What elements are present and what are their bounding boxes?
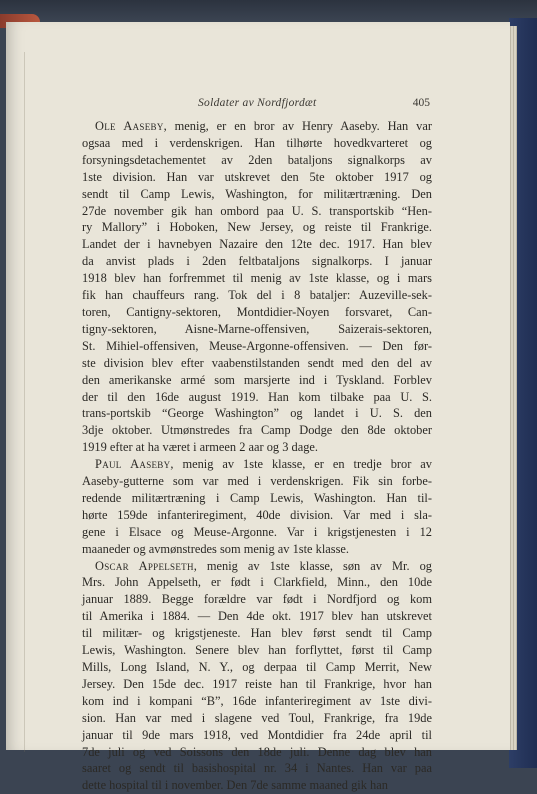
text-line: Paul Aaseby, menig av 1ste klasse, er en tredje bror av xyxy=(95,457,432,472)
text-line: kom ind i kompani “B”, 16de infanteriregiment av 1ste divi- xyxy=(82,693,432,708)
running-head xyxy=(82,97,430,109)
text-line: tigny-sektoren, Aisne-Marne-offensiven, Saizerais-sektoren, xyxy=(82,321,432,336)
text-line: til militær- og krigstjeneste. Han blev først sendt til Camp xyxy=(82,626,432,641)
text-line: ry Mallory” i Hoboken, New Jersey, og reiste til Frankrige. xyxy=(82,220,432,235)
text-line: til Amerika i 1884. — Den 4de okt. 1917 blev han utskrevet xyxy=(82,609,432,624)
paragraph xyxy=(82,456,432,557)
text-line: sendt til Camp Lewis, Washington, for militærtræning. Den xyxy=(82,186,432,201)
text-line: Jersey. Den 15de dec. 1917 reiste han til Frankrige, hvor han xyxy=(82,676,432,691)
text-line: 27de november gik han ombord paa U. S. transportskib “Hen- xyxy=(82,203,432,218)
text-line: januar til 9de mars 1918, ved Montdidier fra 24de april til xyxy=(82,727,432,742)
text-line: Aaseby-gutterne som var med i verdenskrigen. Fik sin forbe- xyxy=(82,474,432,489)
body-text xyxy=(82,118,432,794)
text-line: forsyningsdetachementet av 2den bataljons signalkorps av xyxy=(82,152,432,167)
soldier-name: Paul Aaseby xyxy=(95,457,171,472)
text-line: Lewis, Washington. Senere blev han forflyttet, først til Camp xyxy=(82,643,432,658)
text-line: fik han chauffeurs rang. Tok del i 8 bataljer: Auzeville-sek- xyxy=(82,288,432,303)
text-line: saaret og sendt til basishospital nr. 34 i Nantes. Han var paa xyxy=(82,761,432,776)
soldier-name: Ole Aaseby xyxy=(95,119,164,133)
text-line: Mills, Long Island, N. Y., og derpaa til Camp Merrit, New xyxy=(82,660,432,674)
text-line: toren, Cantigny-sektoren, Montdidier-Noyen forsvaret, Can- xyxy=(82,304,432,319)
text-line: St. Mihiel-offensiven, Meuse-Argonne-offensiven. — Den før- xyxy=(82,338,432,353)
running-title: Soldater av Nordfjordæt xyxy=(198,97,317,109)
text-line: januar 1889. Begge forældre var født i Nordfjord og kom xyxy=(82,592,432,607)
text-line: dette hospital til i november. Den 7de samme maaned gik han xyxy=(82,778,388,793)
text-line: Ole Aaseby, menig, er en bror av Henry Aaseby. Han var xyxy=(95,119,432,133)
soldier-name: Oscar Appelseth xyxy=(95,558,194,573)
text-line: redende militærtræning i Camp Lewis, Washington. Han til- xyxy=(82,490,432,505)
gutter-shadow xyxy=(24,52,25,752)
text-line: der til den 16de august 1919. Han kom tilbake paa U. S. xyxy=(82,389,432,404)
paragraph xyxy=(82,118,432,456)
page-number: 405 xyxy=(412,97,430,109)
text-line: trans-portskib “George Washington” og landet i U. S. den xyxy=(82,406,432,421)
text-line: ste division blev efter vaabenstilstanden sendt med den del av xyxy=(82,355,432,370)
text-line: hørte 159de infanteriregiment, 40de division. Var med i sla- xyxy=(82,507,432,522)
text-line: 7de juli og ved Soissons den 18de juli. Denne dag blev han xyxy=(82,744,432,759)
text-line: 1ste division. Han var utskrevet den 5te oktober 1917 og xyxy=(82,169,432,184)
text-line: 3dje oktober. Utmønstredes fra Camp Dodge den 8de oktober xyxy=(82,423,432,438)
text-line: Landet der i havnebyen Nazaire den 12te dec. 1917. Han blev xyxy=(82,237,432,252)
text-line: den amerikanske armé som marsjerte ind i Tyskland. Forblev xyxy=(82,372,432,387)
text-line: maaneder og avmønstredes som menig av 1ste klasse. xyxy=(82,541,350,556)
paragraph xyxy=(82,558,432,794)
text-line: gene i Elsace og Meuse-Argonne. Var i krigstjenesten i 12 xyxy=(82,524,432,539)
text-line: da anvist plads i 2den feltbataljons signalkorps. I januar xyxy=(82,254,432,269)
backdrop xyxy=(0,0,537,22)
text-line: Oscar Appelseth, menig av 1ste klasse, søn av Mr. og xyxy=(95,558,432,573)
text-line: 1919 efter at ha været i armeen 2 aar og 3 dage. xyxy=(82,440,319,455)
text-line: Mrs. John Appelseth, er født i Clarkfield, Minn., den 10de xyxy=(82,575,432,590)
text-line: sion. Han var med i slagene ved Toul, Frankrige, fra 19de xyxy=(82,710,432,725)
text-line: 1918 blev han forfremmet til menig av 1ste klasse, og i mars xyxy=(82,271,432,286)
text-line: ogsaa med i verdenskrigen. Han tilhørte hovedkvarteret og xyxy=(82,135,432,150)
